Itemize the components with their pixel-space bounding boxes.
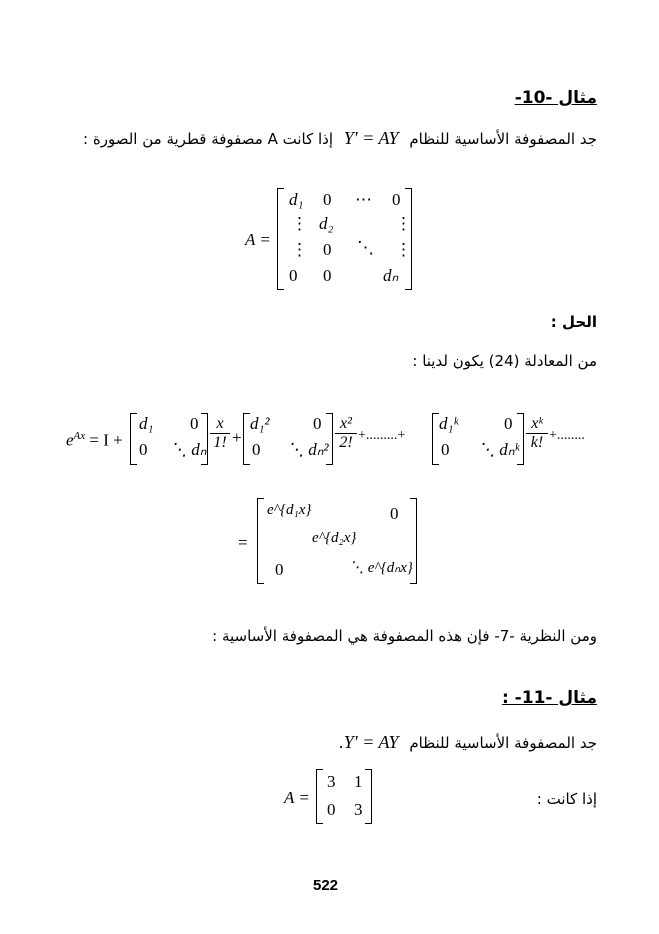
matrix-a-label: A = bbox=[284, 788, 310, 807]
matrix-cell: d₁² bbox=[250, 414, 270, 433]
lhs-exponent: Ax bbox=[73, 430, 86, 442]
matrix-cell: 3 bbox=[327, 772, 336, 791]
left-bracket bbox=[277, 188, 284, 290]
matrix-cell: dₙ bbox=[383, 266, 399, 285]
matrix-cell: 0 bbox=[275, 560, 284, 579]
left-bracket bbox=[316, 769, 323, 824]
matrix-cell: 0 bbox=[392, 190, 401, 209]
matrix-cell: 0 bbox=[323, 266, 332, 285]
example11-statement bbox=[333, 732, 597, 753]
right-bracket bbox=[365, 769, 372, 824]
left-bracket bbox=[432, 413, 439, 465]
series-fraction-1 bbox=[210, 415, 230, 452]
statement-pre: جد المصفوفة الأساسية للنظام bbox=[409, 734, 597, 752]
matrix-cell: 0 bbox=[323, 190, 332, 209]
matrix-cell: d₂ bbox=[319, 214, 334, 233]
statement-pre: جد المصفوفة الأساسية للنظام bbox=[409, 130, 597, 148]
statement-equation: .Y′ = AY bbox=[339, 732, 399, 752]
right-bracket bbox=[405, 188, 412, 290]
lhs-base: e bbox=[66, 430, 74, 450]
solution-line: من المعادلة (24) يكون لدينا : bbox=[412, 352, 597, 370]
matrix-cell: 1 bbox=[354, 772, 363, 791]
matrix-cell: 3 bbox=[354, 800, 363, 819]
series-fraction-2 bbox=[335, 415, 357, 452]
left-bracket bbox=[130, 413, 137, 465]
matrix-cell: d₁ᵏ bbox=[439, 414, 459, 433]
plus-sign: + bbox=[232, 428, 242, 447]
matrix-cell: 0 bbox=[323, 240, 332, 259]
fraction-numerator: xᵏ bbox=[526, 415, 548, 434]
example11-heading: مثال -11- : bbox=[501, 688, 597, 708]
fraction-denominator: k! bbox=[530, 434, 544, 451]
matrix-cell: 0 bbox=[390, 504, 399, 523]
matrix-cell: ⋯ bbox=[355, 190, 372, 209]
diagonal-matrix-a bbox=[277, 188, 412, 290]
result-matrix bbox=[257, 498, 417, 584]
matrix-cell: 0 bbox=[190, 414, 199, 433]
matrix-cell: ⋱ dₙ² bbox=[287, 440, 329, 459]
matrix-cell: d₁ bbox=[139, 414, 154, 433]
matrix-cell: ⋮ bbox=[395, 214, 412, 233]
result-equals: = bbox=[238, 533, 248, 552]
series-matrix-k bbox=[432, 413, 524, 465]
matrix-cell: e^{d₂x} bbox=[312, 530, 357, 546]
matrix-cell: 0 bbox=[327, 800, 336, 819]
example10-statement bbox=[83, 128, 597, 149]
solution-heading: الحل : bbox=[550, 313, 597, 331]
matrix-cell: ⋱ dₙᵏ bbox=[478, 440, 520, 459]
matrix-cell: ⋮ bbox=[395, 240, 412, 259]
matrix-cell: d₁ bbox=[289, 190, 304, 209]
page-number: 522 bbox=[313, 877, 339, 894]
series-tail: +........ bbox=[549, 428, 585, 443]
matrix-cell: e^{d₁x} bbox=[267, 502, 312, 518]
ellipsis-plus: +.........+ bbox=[358, 428, 406, 443]
matrix-a-label: A = bbox=[245, 230, 271, 249]
matrix-cell: ⋮ bbox=[291, 214, 308, 233]
statement-equation: Y′ = AY bbox=[343, 128, 399, 148]
matrix-cell: 0 bbox=[252, 440, 261, 459]
fraction-denominator: 1! bbox=[213, 434, 227, 451]
matrix-cell: ⋱ dₙ bbox=[170, 440, 207, 459]
fraction-numerator: x bbox=[210, 415, 230, 434]
matrix-cell: ⋱ bbox=[357, 238, 374, 257]
example11-if: إذا كانت : bbox=[536, 790, 597, 808]
series-matrix-1 bbox=[130, 413, 208, 465]
conclusion-line: ومن النظرية -7- فإن هذه المصفوفة هي المصفوفة الأساسية : bbox=[212, 627, 597, 645]
matrix-cell: 0 bbox=[289, 266, 298, 285]
left-bracket bbox=[243, 413, 250, 465]
matrix-cell: ⋱ e^{dₙx} bbox=[349, 560, 413, 576]
matrix-cell: 0 bbox=[313, 414, 322, 433]
matrix-cell: 0 bbox=[504, 414, 513, 433]
matrix-cell: ⋮ bbox=[291, 240, 308, 259]
fraction-numerator: x² bbox=[335, 415, 357, 434]
example10-heading: مثال -10- bbox=[514, 88, 597, 108]
matrix-cell: 0 bbox=[441, 440, 450, 459]
matrix-a-2x2 bbox=[316, 769, 372, 824]
matrix-cell: 0 bbox=[139, 440, 148, 459]
fraction-denominator: 2! bbox=[339, 434, 353, 451]
statement-post: إذا كانت A مصفوفة قطرية من الصورة : bbox=[83, 130, 333, 148]
series-fraction-k bbox=[526, 415, 548, 452]
lhs-identity: = I + bbox=[89, 430, 123, 450]
series-lhs bbox=[66, 430, 123, 451]
left-bracket bbox=[257, 498, 264, 584]
series-matrix-2 bbox=[243, 413, 333, 465]
